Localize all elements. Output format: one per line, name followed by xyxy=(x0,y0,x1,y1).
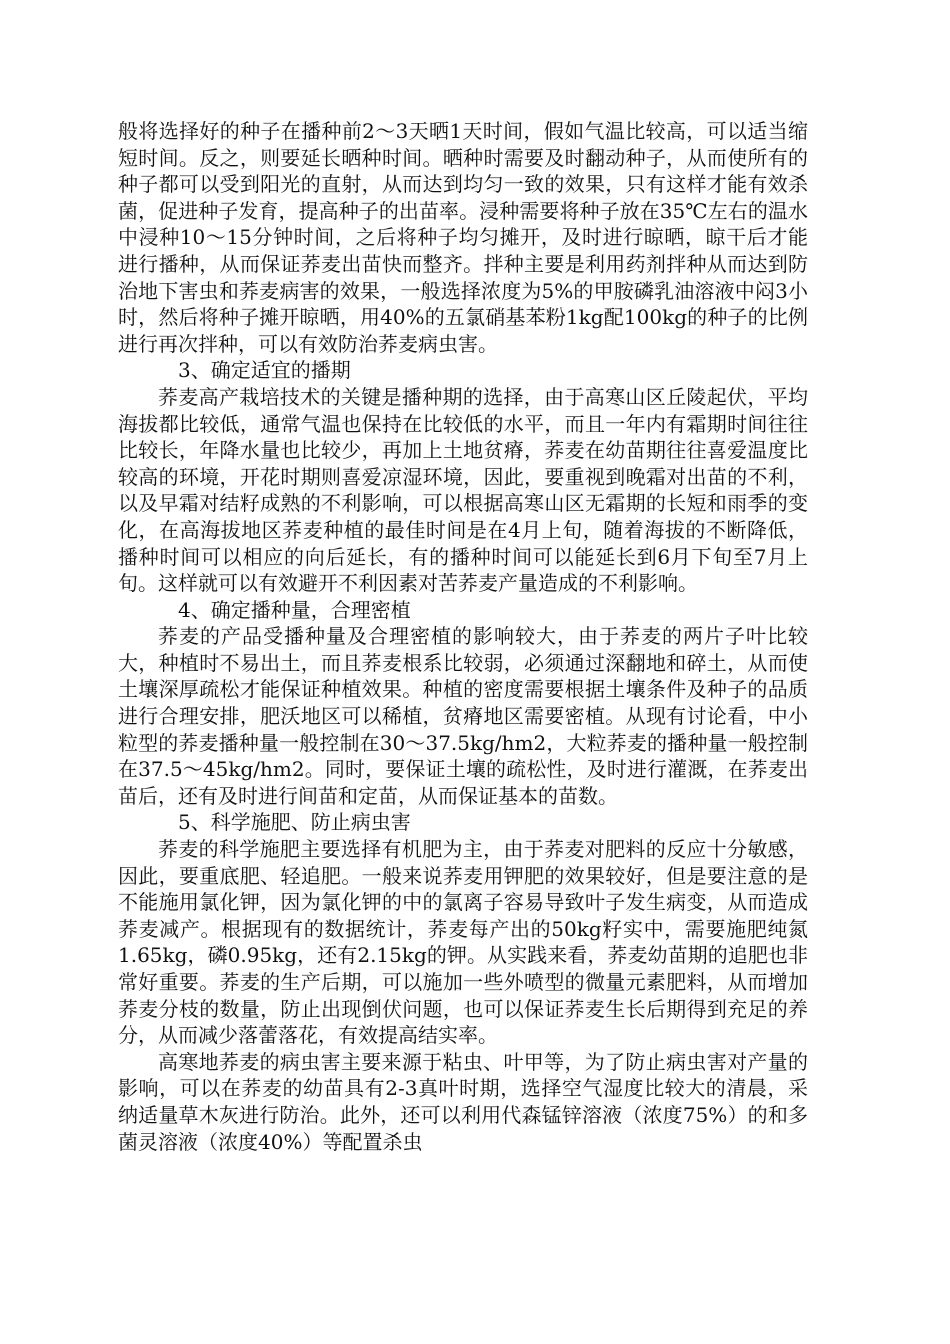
section-heading-sowing-date: 3、确定适宜的播期 xyxy=(178,358,351,383)
paragraph-pest-control: 高寒地荞麦的病虫害主要来源于粘虫、叶甲等，为了防止病虫害对产量的影响，可以在荞麦的幼苗具有2-3真叶时期，选择空气湿度比较大的清晨，采纳适量草木灰进行防治。此外，还可以利用代森锰锌溶液（浓度75%）的和多菌灵溶液（浓度40%）等配置杀虫 xyxy=(118,1049,808,1154)
paragraph-seed-treatment-continued: 般将选择好的种子在播种前2～3天晒1天时间，假如气温比较高，可以适当缩短时间。反之，则要延长晒种时间。晒种时需要及时翻动种子，从而使所有的种子都可以受到阳光的直射，从而达到均匀一致的效果，只有这样才能有效杀菌，促进种子发育，提高种子的出苗率。浸种需要将种子放在35℃左右的温水中浸种10～15分钟时间，之后将种子均匀摊开，及时进行晾晒，晾干后才能进行播种，从而保证荞麦出苗快而整齐。拌种主要是利用药剂拌种从而达到防治地下害虫和荞麦病害的效果，一般选择浓度为5%的甲胺磷乳油溶液中闷3小时，然后将种子摊开晾晒，用40%的五氯硝基苯粉1kg配100kg的种子的比例进行再次拌种，可以有效防治荞麦病虫害。 xyxy=(118,119,808,356)
document-body xyxy=(118,118,808,1155)
paragraph-seeding-rate: 荞麦的产品受播种量及合理密植的影响较大，由于荞麦的两片子叶比较大，种植时不易出土，而且荞麦根系比较弱，必须通过深翻地和碎土，从而使土壤深厚疏松才能保证种植效果。种植的密度需要根据土壤条件及种子的品质进行合理安排，肥沃地区可以稀植，贫瘠地区需要密植。从现有讨论看，中小粒型的荞麦播种量一般控制在30～37.5kg/hm2，大粒荞麦的播种量一般控制在37.5～45kg/hm2。同时，要保证土壤的疏松性，及时进行灌溉，在荞麦出苗后，还有及时进行间苗和定苗，从而保证基本的苗数。 xyxy=(118,624,808,808)
paragraph-sowing-date: 荞麦高产栽培技术的关键是播种期的选择，由于高寒山区丘陵起伏，平均海拔都比较低，通常气温也保持在比较低的水平，而且一年内有霜期时间往往比较长，年降水量也比较少，再加上土地贫瘠，荞麦在幼苗期往往喜爱温度比较高的环境，开花时期则喜爱凉湿环境，因此，要重视到晚霜对出苗的不利，以及早霜对结籽成熟的不利影响，可以根据高寒山区无霜期的长短和雨季的变化，在高海拔地区荞麦种植的最佳时间是在4月上旬，随着海拔的不断降低，播种时间可以相应的向后延长，有的播种时间可以能延长到6月下旬至7月上旬。这样就可以有效避开不利因素对苦荞麦产量造成的不利影响。 xyxy=(118,384,808,596)
section-heading-seeding-rate: 4、确定播种量，合理密植 xyxy=(178,597,411,622)
section-heading-fertilization: 5、科学施肥、防止病虫害 xyxy=(178,810,411,835)
paragraph-fertilization: 荞麦的科学施肥主要选择有机肥为主，由于荞麦对肥料的反应十分敏感，因此，要重底肥、轻追肥。一般来说荞麦用钾肥的效果较好，但是要注意的是不能施用氯化钾，因为氯化钾的中的氯离子容易导致叶子发生病变，从而造成荞麦减产。根据现有的数据统计，荞麦每产出的50kg籽实中，需要施肥纯氮1.65kg，磷0.95kg，还有2.15kg的钾。从实践来看，荞麦幼苗期的追肥也非常好重要。荞麦的生产后期，可以施加一些外喷型的微量元素肥料，从而增加荞麦分枝的数量，防止出现倒伏问题，也可以保证荞麦生长后期得到充足的养分，从而减少落蕾落花，有效提高结实率。 xyxy=(118,837,808,1048)
